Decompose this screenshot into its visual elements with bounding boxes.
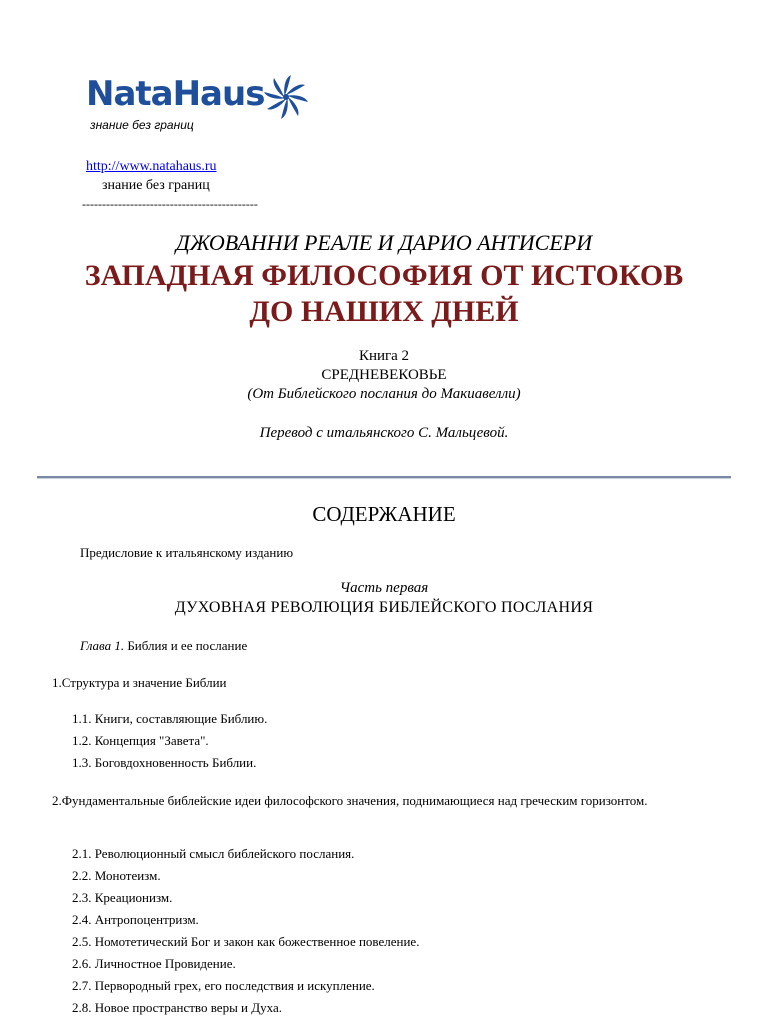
book-period: СРЕДНЕВЕКОВЬЕ [321,367,447,383]
toc-item[interactable]: 2.3. Креационизм. [72,890,173,905]
toc-item[interactable]: 2.1. Революционный смысл библейского послания. [72,846,355,861]
toc-section-1[interactable]: 1.Структура и значение Библии [52,675,227,690]
book-authors: ДЖОВАННИ РЕАЛЕ И ДАРИО АНТИСЕРИ [175,230,593,255]
toc-item[interactable]: 2.7. Первородный грех, его последствия и искупление. [72,978,375,993]
logo-tagline: знание без границ [90,118,194,132]
toc-item[interactable]: 1.1. Книги, составляющие Библию. [72,711,268,726]
pinwheel-icon [263,74,309,120]
book-title [0,258,768,330]
toc-item[interactable]: 2.5. Номотетический Бог и закон как божественное повеление. [72,934,420,949]
toc-item[interactable]: 2.2. Монотеизм. [72,868,161,883]
horizontal-divider [37,476,731,479]
toc-chapter-1[interactable] [80,638,247,654]
toc-item[interactable]: 2.6. Личностное Провидение. [72,956,236,971]
book-range: (От Библейского послания до Макиавелли) [247,386,521,402]
toc-part-title[interactable]: ДУХОВНАЯ РЕВОЛЮЦИЯ БИБЛЕЙСКОГО ПОСЛАНИЯ [174,599,594,616]
logo-wordmark: NataHaus [86,74,265,114]
toc-item[interactable]: 1.3. Боговдохновенность Библии. [72,755,257,770]
site-url-link[interactable]: http://www.natahaus.ru [86,159,217,174]
contents-heading: СОДЕРЖАНИЕ [312,502,456,526]
toc-section-2[interactable]: 2.Фундаментальные библейские идеи философского значения, поднимающиеся над греческим горизонтом. [52,793,648,808]
toc-part-label: Часть первая [339,580,429,596]
book-number: Книга 2 [358,348,410,364]
site-subtitle: знание без границ [102,178,210,193]
toc-item[interactable]: 1.2. Концепция "Завета". [72,733,209,748]
toc-item[interactable]: 2.4. Антропоцентризм. [72,912,199,927]
book-info [0,347,768,404]
translator-note: Перевод с итальянского С. Мальцевой. [259,425,509,441]
book-title-line-1: ЗАПАДНАЯ ФИЛОСОФИЯ ОТ ИСТОКОВ [84,259,684,292]
toc-preface[interactable]: Предисловие к итальянскому изданию [80,545,294,560]
toc-item[interactable]: 2.8. Новое пространство веры и Духа. [72,1000,282,1015]
separator-dashes: -------------------------------------------- [82,197,258,211]
toc-chapter-title: Библия и ее послание [127,638,248,653]
natahaus-logo[interactable] [86,72,316,134]
book-title-line-2: ДО НАШИХ ДНЕЙ [249,295,519,328]
toc-chapter-label: Глава 1. [80,638,125,653]
